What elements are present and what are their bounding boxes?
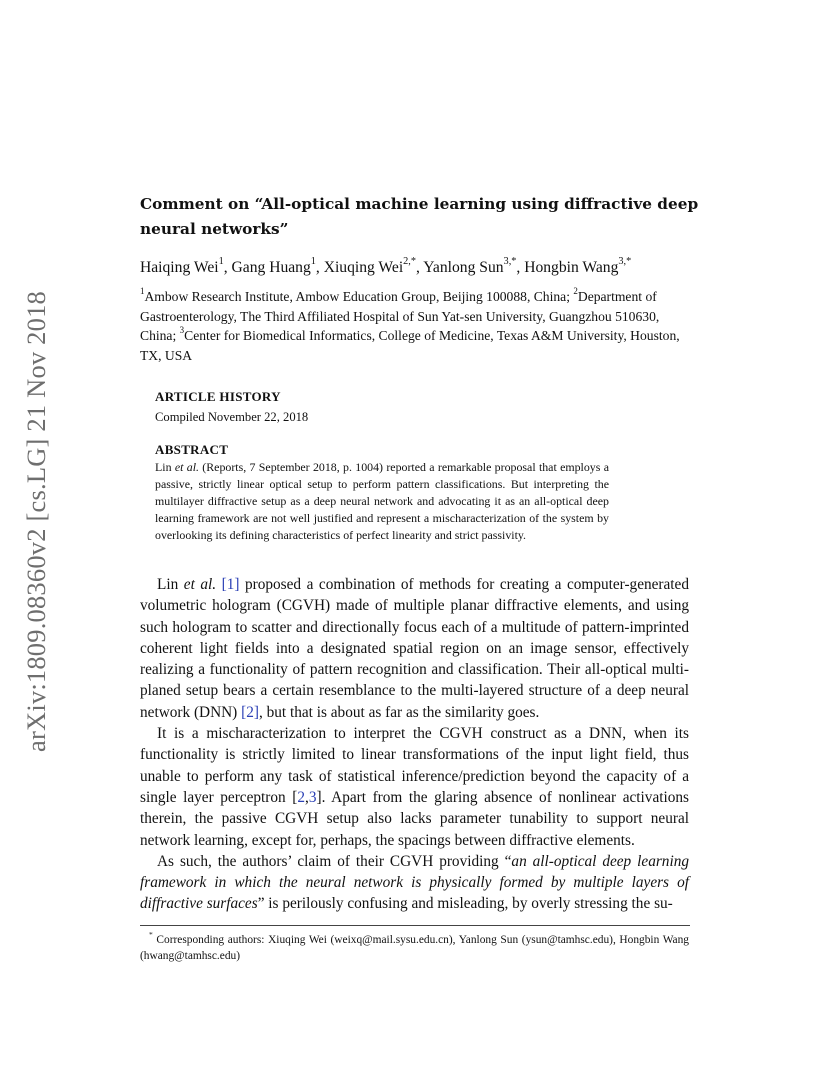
abstract-text xyxy=(155,459,609,544)
abstract-lead: Lin xyxy=(155,460,175,474)
author-list: Haiqing Wei$^1$, Gang Huang$^1$, Xiuqing Wei$^{2,*}$, Yanlong Sun$^{3,*}$, Hongbin Wang$^{3,*}$ xyxy=(140,256,632,276)
author-affiliation-mark: 1 xyxy=(310,256,316,268)
footnote xyxy=(140,932,689,964)
abstract-heading: ABSTRACT xyxy=(155,442,229,457)
affiliation-mark: 3 xyxy=(179,325,185,336)
quotation: an all-optical deep learning framework in which the neural network is physically formed by multiple layers of diffractive surfaces xyxy=(140,852,689,913)
affiliation-text: Center for Biomedical Informatics, College of Medicine, Texas A&M University, Houston, TX, USA xyxy=(140,328,680,363)
paragraph-text: ]. Apart from the glaring absence of nonlinear activations therein, the passive CGVH setup also lacks parameter tunability to support neural network learning, except for, perhaps, the spacings between diffractive elements. xyxy=(140,788,689,849)
body-text xyxy=(140,574,689,915)
author-affiliation-mark: 1 xyxy=(218,256,224,268)
author-name: Haiqing Wei xyxy=(140,259,219,276)
citation-link[interactable]: 2 xyxy=(297,788,306,806)
affiliation-text: Department of Gastroenterology, The Third Affiliated Hospital of Sun Yat-sen University, Guangzhou 510630, China; xyxy=(140,289,660,344)
paragraph-text: It is a mischaracterization to interpret the CGVH construct as a DNN, when its functionality is strictly limited to linear transformations of the input light field, thus unable to perform any task of statistical inference/prediction beyond the capacity of a single layer perceptron [ xyxy=(140,725,689,806)
affiliations xyxy=(140,287,692,365)
citation-link[interactable]: [1] xyxy=(221,576,240,593)
paragraph-text: proposed a combination of methods for creating a computer-generated volumetric hologram (CGVH) made of multiple planar diffractive elements, and using such hologram to scatter and directionally focus each of a multitude of pattern-imprinted coherent light fields into a designated spatial region on an image sensor, effectively realizing a functionality of pattern recognition and classification. Their all-optical multi-planed setup bears a certain resemblance to the multi-layered structure of a deep neural network (DNN) xyxy=(140,576,689,721)
citation-link[interactable]: 3 xyxy=(308,788,317,806)
author-name: Yanlong Sun xyxy=(423,259,504,276)
arxiv-identifier-margin xyxy=(18,283,54,759)
affiliation-text: Ambow Research Institute, Ambow Education Group, Beijing 100088, China; xyxy=(144,289,574,304)
paragraph xyxy=(140,723,689,851)
footnote-rule xyxy=(140,925,690,926)
citation-separator: , xyxy=(305,788,309,806)
arxiv-identifier: arXiv:1809.08360v2 [cs.LG] 21 Nov 2018 xyxy=(20,290,51,752)
paragraph xyxy=(140,851,689,915)
paragraph-text: As such, the authors’ claim of their CGVH providing “ xyxy=(157,852,512,870)
paper-title: Comment on “All-optical machine learning using diffractive deep neural networks” xyxy=(140,195,699,238)
author-affiliation-mark: 3,* xyxy=(503,256,517,268)
citation-link[interactable]: [2] xyxy=(241,703,259,721)
article-history-heading: ARTICLE HISTORY xyxy=(155,389,281,404)
paragraph xyxy=(140,574,689,723)
paragraph-lead: Lin xyxy=(157,576,184,593)
footnote-mark: * xyxy=(149,930,153,940)
etal: et al. xyxy=(183,576,217,593)
abstract-etal: et al. xyxy=(174,460,199,474)
paragraph-text: , but that is about as far as the similarity goes. xyxy=(258,703,540,721)
author-name: Gang Huang xyxy=(231,259,311,276)
affiliation-mark: 1 xyxy=(140,286,145,297)
footnote-text: Corresponding authors: Xiuqing Wei (weixq@mail.sysu.edu.cn), Yanlong Sun (ysun@tamhsc.edu), Hongbin Wang (hwang@tamhsc.edu) xyxy=(140,934,689,962)
author-name: Xiuqing Wei xyxy=(323,259,404,276)
affiliation-mark: 2 xyxy=(573,286,578,297)
compiled-date: Compiled November 22, 2018 xyxy=(155,410,309,424)
author-affiliation-mark: 3,* xyxy=(618,256,632,268)
paragraph-text: ” is perilously confusing and misleading, by overly stressing the su- xyxy=(257,895,673,913)
author-name: Hongbin Wang xyxy=(524,259,619,276)
author-affiliation-mark: 2,* xyxy=(403,256,417,268)
abstract-body-text: (Reports, 7 September 2018, p. 1004) reported a remarkable proposal that employs a passive, strictly linear optical setup to perform pattern classifications. But interpreting the multilayer diffractive setup as a deep neural network and advocating it as an all-optical deep learning framework are not well justified and represent a mischaracterization of the system by overlooking its defining characteristics of perfect linearity and strict passivity. xyxy=(155,460,609,543)
